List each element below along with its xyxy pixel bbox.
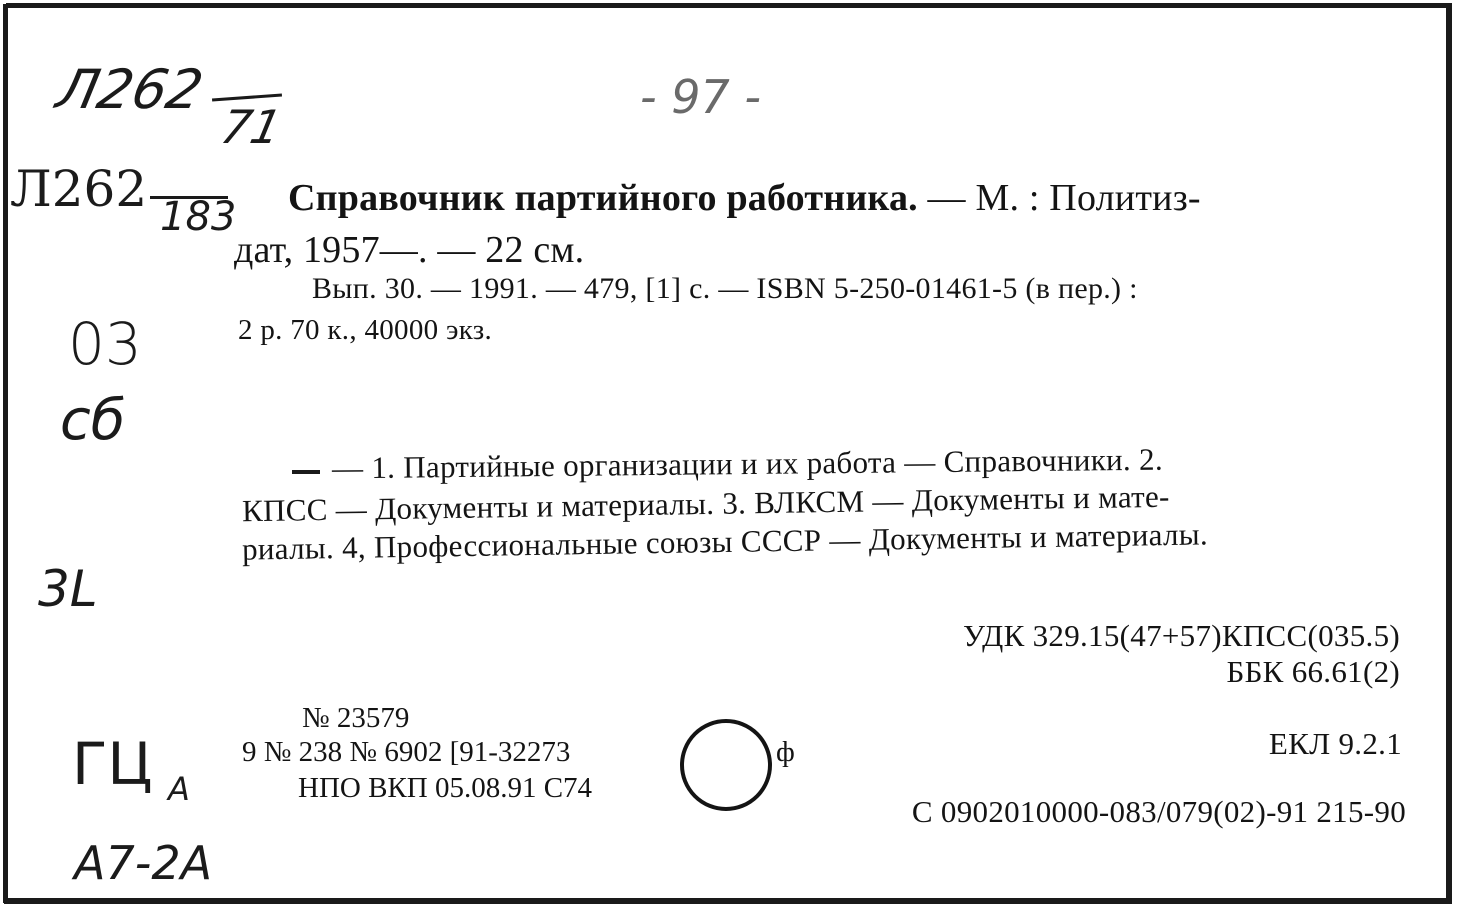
card-border-top	[6, 3, 1452, 8]
publication-code: С 0902010000-083/079(02)-91 215-90	[911, 794, 1406, 829]
issue-line-2: 2 р. 70 к., 40000 экз.	[238, 314, 493, 346]
handwritten-note-sb: сб	[60, 388, 126, 453]
handwritten-note-gc-sub: А	[168, 770, 190, 808]
subject-marker	[292, 470, 320, 474]
bbk-code: ББК 66.61(2)	[1226, 654, 1400, 689]
handwritten-note-3l: 3L	[38, 560, 98, 618]
subjects-line-2: КПСС — Документы и материалы. 3. ВЛКСМ — Документы и мате-	[241, 478, 1170, 529]
card-border-bottom	[4, 898, 1452, 904]
issue-line-1: Вып. 30. — 1991. — 479, [1] с. — ISBN 5-250-01461-5 (в пер.) :	[312, 272, 1138, 305]
print-number: № 23579	[302, 702, 410, 734]
handwritten-note-03: 03	[68, 310, 142, 378]
handwritten-shelfmark-1-sub: 71	[216, 100, 287, 154]
subjects-line-3: риалы. 4, Профессиональные союзы СССР — Документы и материалы.	[241, 516, 1209, 567]
card-border-right	[1446, 8, 1452, 904]
handwritten-shelfmark-1: Л262	[51, 58, 209, 121]
handwritten-page-mark: - 97 -	[640, 70, 761, 124]
handwritten-shelfmark-2-sub: 183	[160, 194, 237, 240]
card-border-left	[3, 4, 8, 903]
entry-title-line-1	[288, 176, 1201, 220]
handwritten-shelfmark-2: Л262	[10, 160, 148, 218]
print-line-2-tail: ф	[776, 736, 795, 768]
ekl-code: ЕКЛ 9.2.1	[1268, 726, 1402, 761]
print-line-3: НПО ВКП 05.08.91 С74	[298, 772, 593, 804]
entry-title: Справочник партийного работника.	[288, 177, 918, 219]
entry-publisher: — М. : Политиз-	[917, 177, 1201, 219]
udk-code: УДК 329.15(47+57)КПСС(035.5)	[963, 618, 1400, 653]
print-line-2: 9 № 238 № 6902 [91-32273	[242, 736, 571, 768]
handwritten-note-a: А7-2А	[74, 836, 213, 890]
handwritten-note-gc: ГЦ	[72, 730, 153, 798]
circle-stamp	[680, 719, 772, 811]
entry-title-line-2: дат, 1957—. — 22 см.	[234, 229, 585, 271]
subjects-line-1: — 1. Партийные организации и их работа — Справочники. 2.	[331, 441, 1164, 486]
